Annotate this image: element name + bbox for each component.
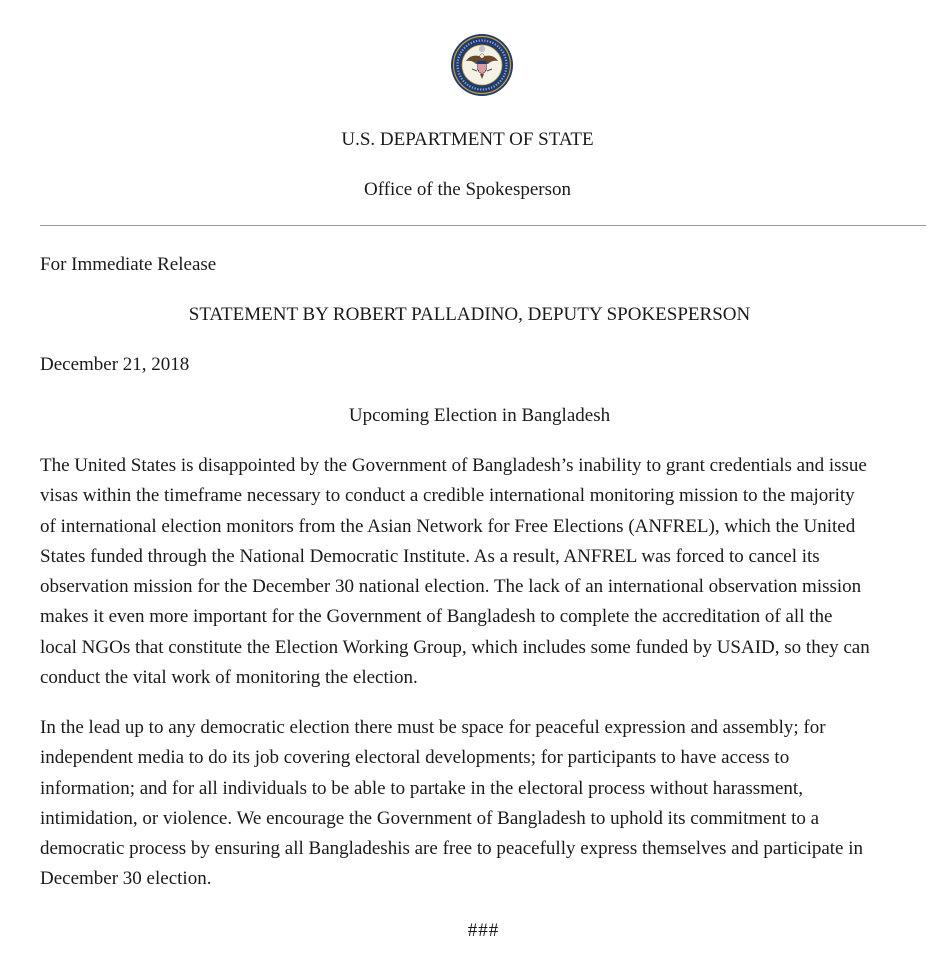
end-of-release-mark: ### [467, 920, 500, 941]
department-of-state-seal-icon [450, 33, 514, 97]
statement-subject: Upcoming Election in Bangladesh [348, 405, 611, 426]
release-label: For Immediate Release [40, 254, 217, 275]
department-title: U.S. DEPARTMENT OF STATE [341, 129, 594, 150]
header-divider [40, 225, 926, 226]
office-title: Office of the Spokesperson [363, 179, 571, 200]
statement-heading: STATEMENT BY ROBERT PALLADINO, DEPUTY SPOKESPERSON [188, 304, 751, 325]
statement-paragraph-2: In the lead up to any democratic election there must be space for peaceful expression and assembly; for independent media to do its job covering electoral developments; for participants to have access to information; and for all individuals to be able to partake in the electoral process without harassment, intimidation, or violence. We encourage the Government of Bangladesh to uphold its commitment to a democratic process by ensuring all Bangladeshis are free to peacefully express themselves and participate in December 30 election. [40, 717, 864, 890]
statement-paragraph-1: The United States is disappointed by the Government of Bangladesh’s inability to grant credentials and issue visas within the timeframe necessary to conduct a credible international monitoring mission to the majority of international election monitors from the Asian Network for Free Elections (ANFREL), which the United States funded through the National Democratic Institute. As a result, ANFREL was forced to cancel its observation mission for the December 30 national election. The lack of an international observation mission makes it even more important for the Government of Bangladesh to complete the accreditation of all the local NGOs that constitute the Election Working Group, which includes some funded by USAID, so they can conduct the vital work of monitoring the election. [40, 455, 870, 689]
statement-date: December 21, 2018 [40, 354, 190, 375]
